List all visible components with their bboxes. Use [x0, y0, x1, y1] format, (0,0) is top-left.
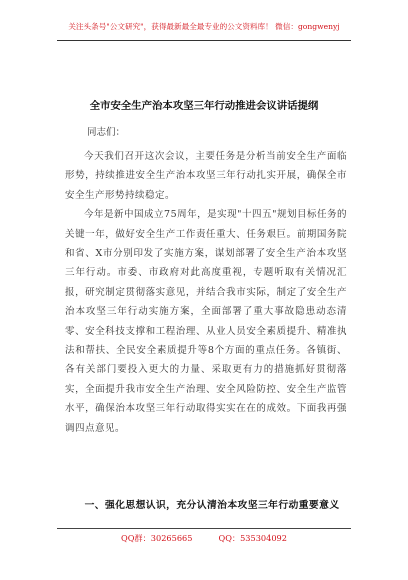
document-title: 全市安全生产治本攻坚三年行动推进会议讲话提纲 — [89, 100, 319, 112]
footer-qq-group: QQ群：30265665 — [121, 533, 193, 543]
salutation: 同志们： — [87, 127, 126, 138]
footer-contact — [0, 533, 408, 544]
footer-qq: QQ：535304092 — [218, 533, 287, 543]
section-heading: 一、强化思想认识，充分认清治本攻坚三年行动重要意义 — [84, 500, 340, 511]
header-promo-note: 关注头条号"公文研究"，获得最新最全最专业的公文资料库！ 微信：gongwenyj — [68, 22, 340, 31]
body-paragraph: 今天我们召开这次会议，主要任务是分析当前安全生产面临形势，持续推进安全生产治本攻坚三年行动扎实开展，确保全市安全生产形势持续稳定。 — [65, 151, 347, 201]
footer-divider — [57, 528, 351, 529]
document-body — [65, 147, 347, 438]
body-paragraph: 今年是新中国成立75周年，是实现"十四五"规划目标任务的关键一年，做好安全生产工作责任重大、任务艰巨。前期国务院和省、X市分别印发了实施方案，谋划部署了安全生产治本攻坚三年行动。市委、市政府对此高度重视，专题听取有关情况汇报，研究制定贯彻落实意见，并结合我市实际，制定了安全生产治本攻坚三年行动实施方案，全面部署了重大事故隐患动态清零、安全科技支撑和工程治理、从业人员安全素质提升、精准执法和帮扶、全民安全素质提升等8个方面的重点任务。各镇街、各有关部门要投入更大的力量、采取更有力的措施抓好贯彻落实，全面提升我市安全生产治理、安全风险防控、安全生产监管水平，确保治本攻坚三年行动取得实实在在的成效。下面我再强调四点意见。 — [65, 209, 347, 434]
header-divider — [57, 40, 351, 41]
